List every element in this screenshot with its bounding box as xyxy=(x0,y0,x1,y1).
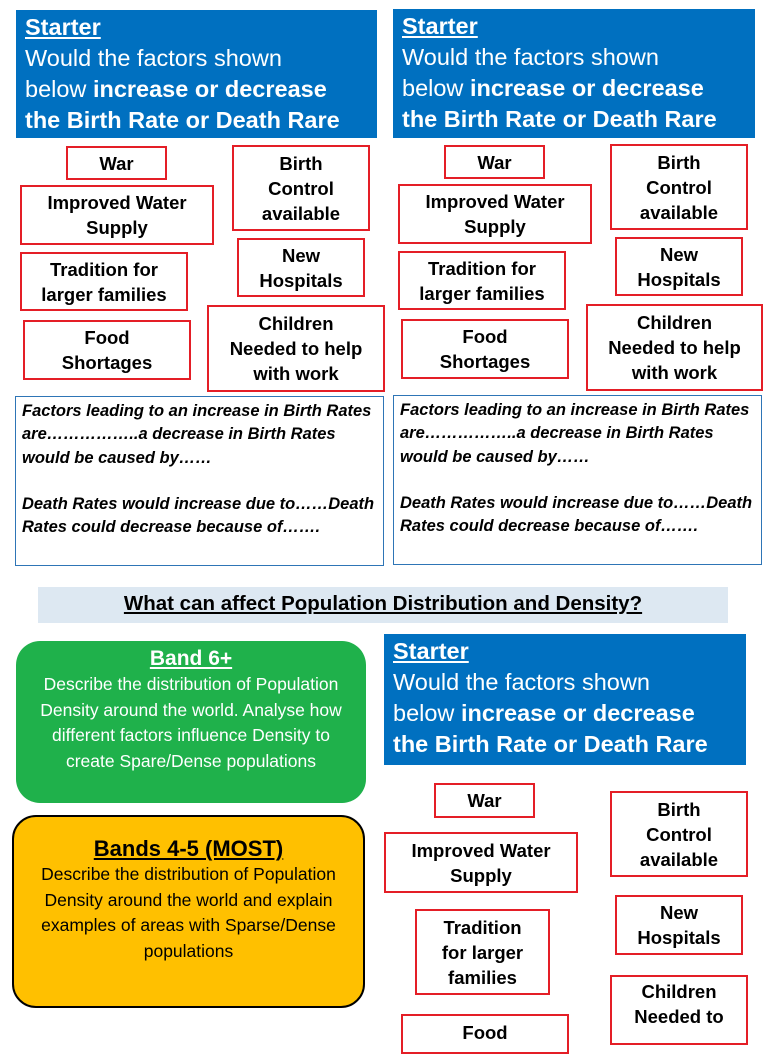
starter-box-right xyxy=(393,9,755,138)
factor-tradition-larger-families: Tradition for larger families xyxy=(415,909,550,995)
prompt-birth-rates: Factors leading to an increase in Birth Rates are……………..a decrease in Birth Rates would be caused by…… xyxy=(400,401,750,466)
band-4-5-title: Bands 4-5 (MOST) xyxy=(93,836,284,861)
factor-war: War xyxy=(66,146,167,180)
factor-new-hospitals: New Hospitals xyxy=(615,895,743,955)
starter-line-3: the Birth Rate or Death Rare xyxy=(25,107,340,133)
starter-box-left xyxy=(16,10,377,138)
factor-war: War xyxy=(434,783,535,818)
factor-improved-water-supply: Improved Water Supply xyxy=(384,832,578,893)
starter-heading: Starter xyxy=(402,13,478,39)
lesson-question-banner: What can affect Population Distribution and Density? xyxy=(38,587,728,623)
factor-children-needed: Children Needed to help with work xyxy=(207,305,385,392)
writing-prompt-right xyxy=(393,395,762,565)
prompt-death-rates: Death Rates would increase due to……Death Rates could decrease because of……. xyxy=(22,494,375,537)
factor-birth-control: Birth Control available xyxy=(610,791,748,877)
factor-new-hospitals: New Hospitals xyxy=(615,237,743,296)
starter-line-3: the Birth Rate or Death Rare xyxy=(402,106,717,132)
starter-line-1: Would the factors shown xyxy=(25,45,282,71)
starter-line-2-prefix: below xyxy=(402,75,470,101)
factor-food-shortages: Food Shortages xyxy=(23,320,191,380)
factor-tradition-larger-families: Tradition for larger families xyxy=(20,252,188,311)
factor-new-hospitals: New Hospitals xyxy=(237,238,365,297)
starter-line-2-prefix: below xyxy=(393,700,461,726)
factor-birth-control: Birth Control available xyxy=(232,145,370,231)
starter-line-2-prefix: below xyxy=(25,76,93,102)
starter-box-bottom xyxy=(384,634,746,765)
band-6-title: Band 6+ xyxy=(149,647,233,670)
starter-line-2-bold: increase or decrease xyxy=(469,75,704,101)
factor-war: War xyxy=(444,145,545,179)
factor-improved-water-supply: Improved Water Supply xyxy=(398,184,592,244)
factor-improved-water-supply: Improved Water Supply xyxy=(20,185,214,245)
factor-children-needed: Children Needed to xyxy=(610,975,748,1045)
factor-food-shortages: Food xyxy=(401,1014,569,1054)
starter-heading: Starter xyxy=(393,638,469,664)
starter-line-3: the Birth Rate or Death Rare xyxy=(393,731,708,757)
factor-birth-control: Birth Control available xyxy=(610,144,748,230)
starter-heading: Starter xyxy=(25,14,101,40)
starter-line-2-bold: increase or decrease xyxy=(460,700,695,726)
starter-line-2-bold: increase or decrease xyxy=(92,76,327,102)
band-6-plus-box xyxy=(16,641,366,803)
prompt-birth-rates: Factors leading to an increase in Birth Rates are……………..a decrease in Birth Rates would be caused by…… xyxy=(22,402,372,467)
band-4-5-description: Describe the distribution of Population Density around the world and explain examples of areas with Sparse/Dense populations xyxy=(41,864,336,961)
factor-children-needed: Children Needed to help with work xyxy=(586,304,763,391)
factor-tradition-larger-families: Tradition for larger families xyxy=(398,251,566,310)
band-6-description: Describe the distribution of Population Density around the world. Analyse how different factors influence Density to create Spare/Dense populations xyxy=(40,674,342,771)
starter-line-1: Would the factors shown xyxy=(393,669,650,695)
factor-food-shortages: Food Shortages xyxy=(401,319,569,379)
band-4-5-box xyxy=(12,815,365,1008)
writing-prompt-left xyxy=(15,396,384,566)
prompt-death-rates: Death Rates would increase due to……Death Rates could decrease because of……. xyxy=(400,493,753,536)
starter-line-1: Would the factors shown xyxy=(402,44,659,70)
